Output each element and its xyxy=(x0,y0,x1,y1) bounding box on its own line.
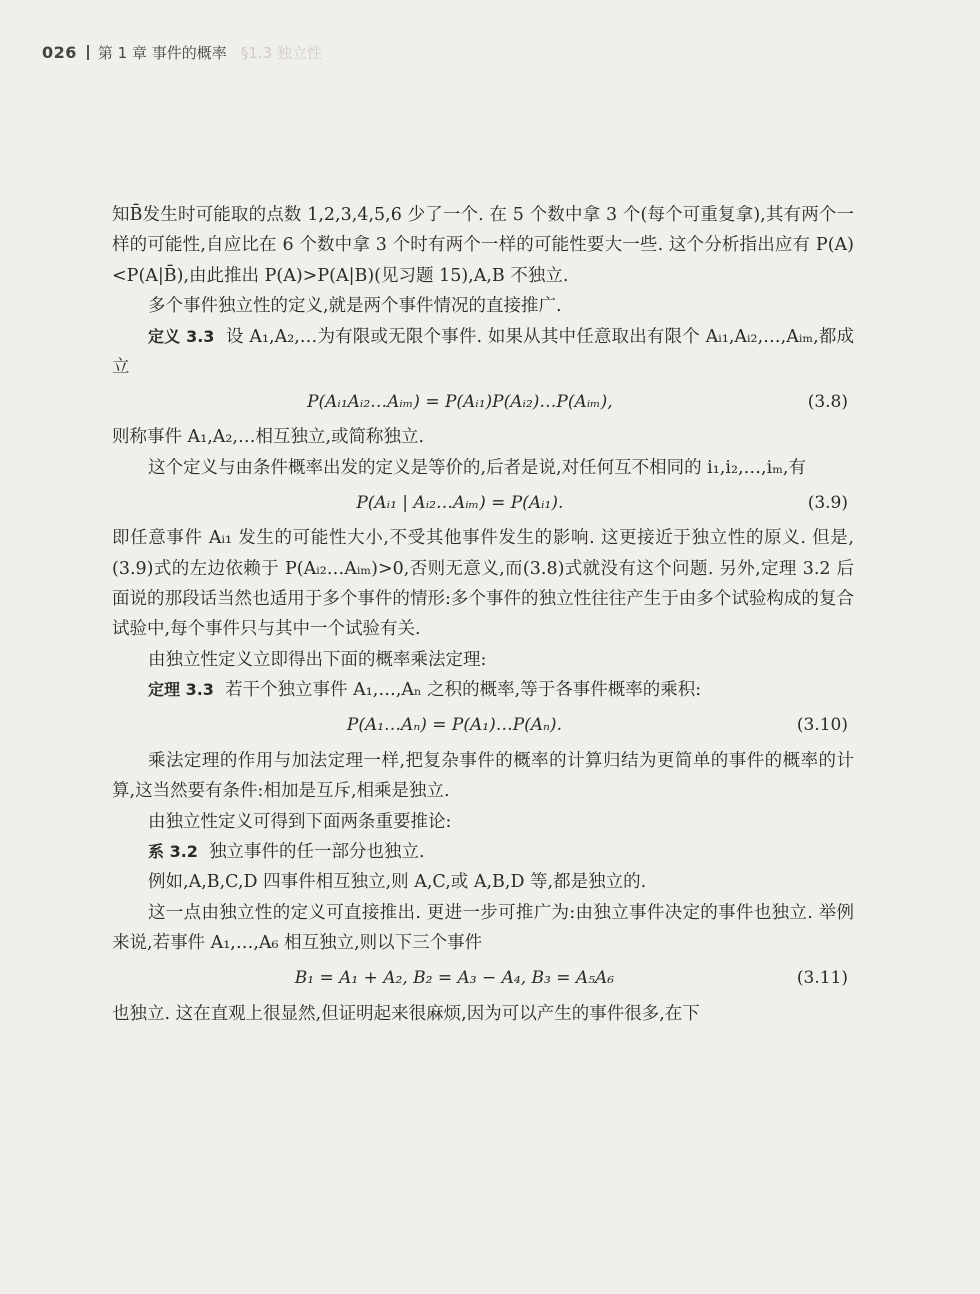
equation-formula: P(Aᵢ₁Aᵢ₂…Aᵢₘ) = P(Aᵢ₁)P(Aᵢ₂)…P(Aᵢₘ), xyxy=(307,392,613,413)
paragraph-3: 则称事件 A₁,A₂,…相互独立,或简称独立. xyxy=(112,427,425,448)
equation-number: (3.10) xyxy=(796,715,848,736)
header-divider xyxy=(87,45,89,60)
equation-3-9 xyxy=(112,483,854,523)
page-body xyxy=(112,200,854,1029)
chapter-title: 第 1 章 事件的概率 xyxy=(97,44,227,62)
equation-number: (3.9) xyxy=(807,493,848,514)
equation-formula: P(Aᵢ₁ | Aᵢ₂…Aᵢₘ) = P(Aᵢ₁). xyxy=(356,493,564,514)
corollary-3-2 xyxy=(112,837,854,867)
paragraph-10: 这一点由独立性的定义可直接推出. 更进一步可推广为:由独立事件决定的事件也独立. 举例来说,若事件 A₁,…,A₆ 相互独立,则以下三个事件 xyxy=(112,902,854,954)
corollary-text: 独立事件的任一部分也独立. xyxy=(209,841,425,862)
definition-label: 定义 3.3 xyxy=(148,326,215,346)
paragraph-1: 知B̄发生时可能取的点数 1,2,3,4,5,6 少了一个. 在 5 个数中拿 3 个(每个可重复拿),其有两个一样的可能性,自应比在 6 个数中拿 3 个时有两个一样的可能性要大一些. 这个分析指出应有 P(A)<P(A|B̄),由此推出 P(A)>P(A|B)(见习题 15),A,B 不独立. xyxy=(112,205,854,286)
page-number: 026 xyxy=(42,43,77,62)
equation-3-10 xyxy=(112,706,854,746)
faded-section-title: §1.3 独立性 xyxy=(240,44,322,62)
paragraph-2: 多个事件独立性的定义,就是两个事件情况的直接推广. xyxy=(148,296,562,317)
equation-formula: B₁ = A₁ + A₂, B₂ = A₃ − A₄, B₃ = A₅A₆ xyxy=(294,968,615,989)
paragraph-9: 例如,A,B,C,D 四事件相互独立,则 A,C,或 A,B,D 等,都是独立的. xyxy=(148,872,647,893)
running-header xyxy=(42,42,322,63)
definition-text: 设 A₁,A₂,…为有限或无限个事件. 如果从其中任意取出有限个 Aᵢ₁,Aᵢ₂,…,Aᵢₘ,都成立 xyxy=(112,326,855,378)
paragraph-7: 乘法定理的作用与加法定理一样,把复杂事件的概率的计算归结为更简单的事件的概率的计算,这当然要有条件:相加是互斥,相乘是独立. xyxy=(112,750,854,802)
equation-3-11 xyxy=(112,959,854,999)
theorem-3-3 xyxy=(112,675,854,705)
corollary-label: 系 3.2 xyxy=(148,841,198,861)
equation-number: (3.11) xyxy=(796,968,848,989)
paragraph-4: 这个定义与由条件概率出发的定义是等价的,后者是说,对任何互不相同的 i₁,i₂,…,iₘ,有 xyxy=(148,457,806,478)
paragraph-11: 也独立. 这在直观上很显然,但证明起来很麻烦,因为可以产生的事件很多,在下 xyxy=(112,1003,700,1024)
equation-number: (3.8) xyxy=(807,392,848,413)
theorem-text: 若干个独立事件 A₁,…,Aₙ 之积的概率,等于各事件概率的乘积: xyxy=(225,680,702,701)
paragraph-8: 由独立性定义可得到下面两条重要推论: xyxy=(148,811,452,832)
definition-3-3 xyxy=(112,322,854,383)
equation-3-8 xyxy=(112,382,854,422)
theorem-label: 定理 3.3 xyxy=(148,680,214,700)
paragraph-5: 即任意事件 Aᵢ₁ 发生的可能性大小,不受其他事件发生的影响. 这更接近于独立性的原义. 但是,(3.9)式的左边依赖于 P(Aᵢ₂…Aᵢₘ)>0,否则无意义,而(3.8)式就没有这个问题. 另外,定理 3.2 后面说的那段话当然也适用于多个事件的情形:多个事件的独立性往往产生于由多个试验构成的复合试验中,每个事件只与其中一个试验有关. xyxy=(112,528,854,640)
equation-formula: P(A₁…Aₙ) = P(A₁)…P(Aₙ). xyxy=(346,715,562,736)
paragraph-6: 由独立性定义立即得出下面的概率乘法定理: xyxy=(148,649,487,670)
